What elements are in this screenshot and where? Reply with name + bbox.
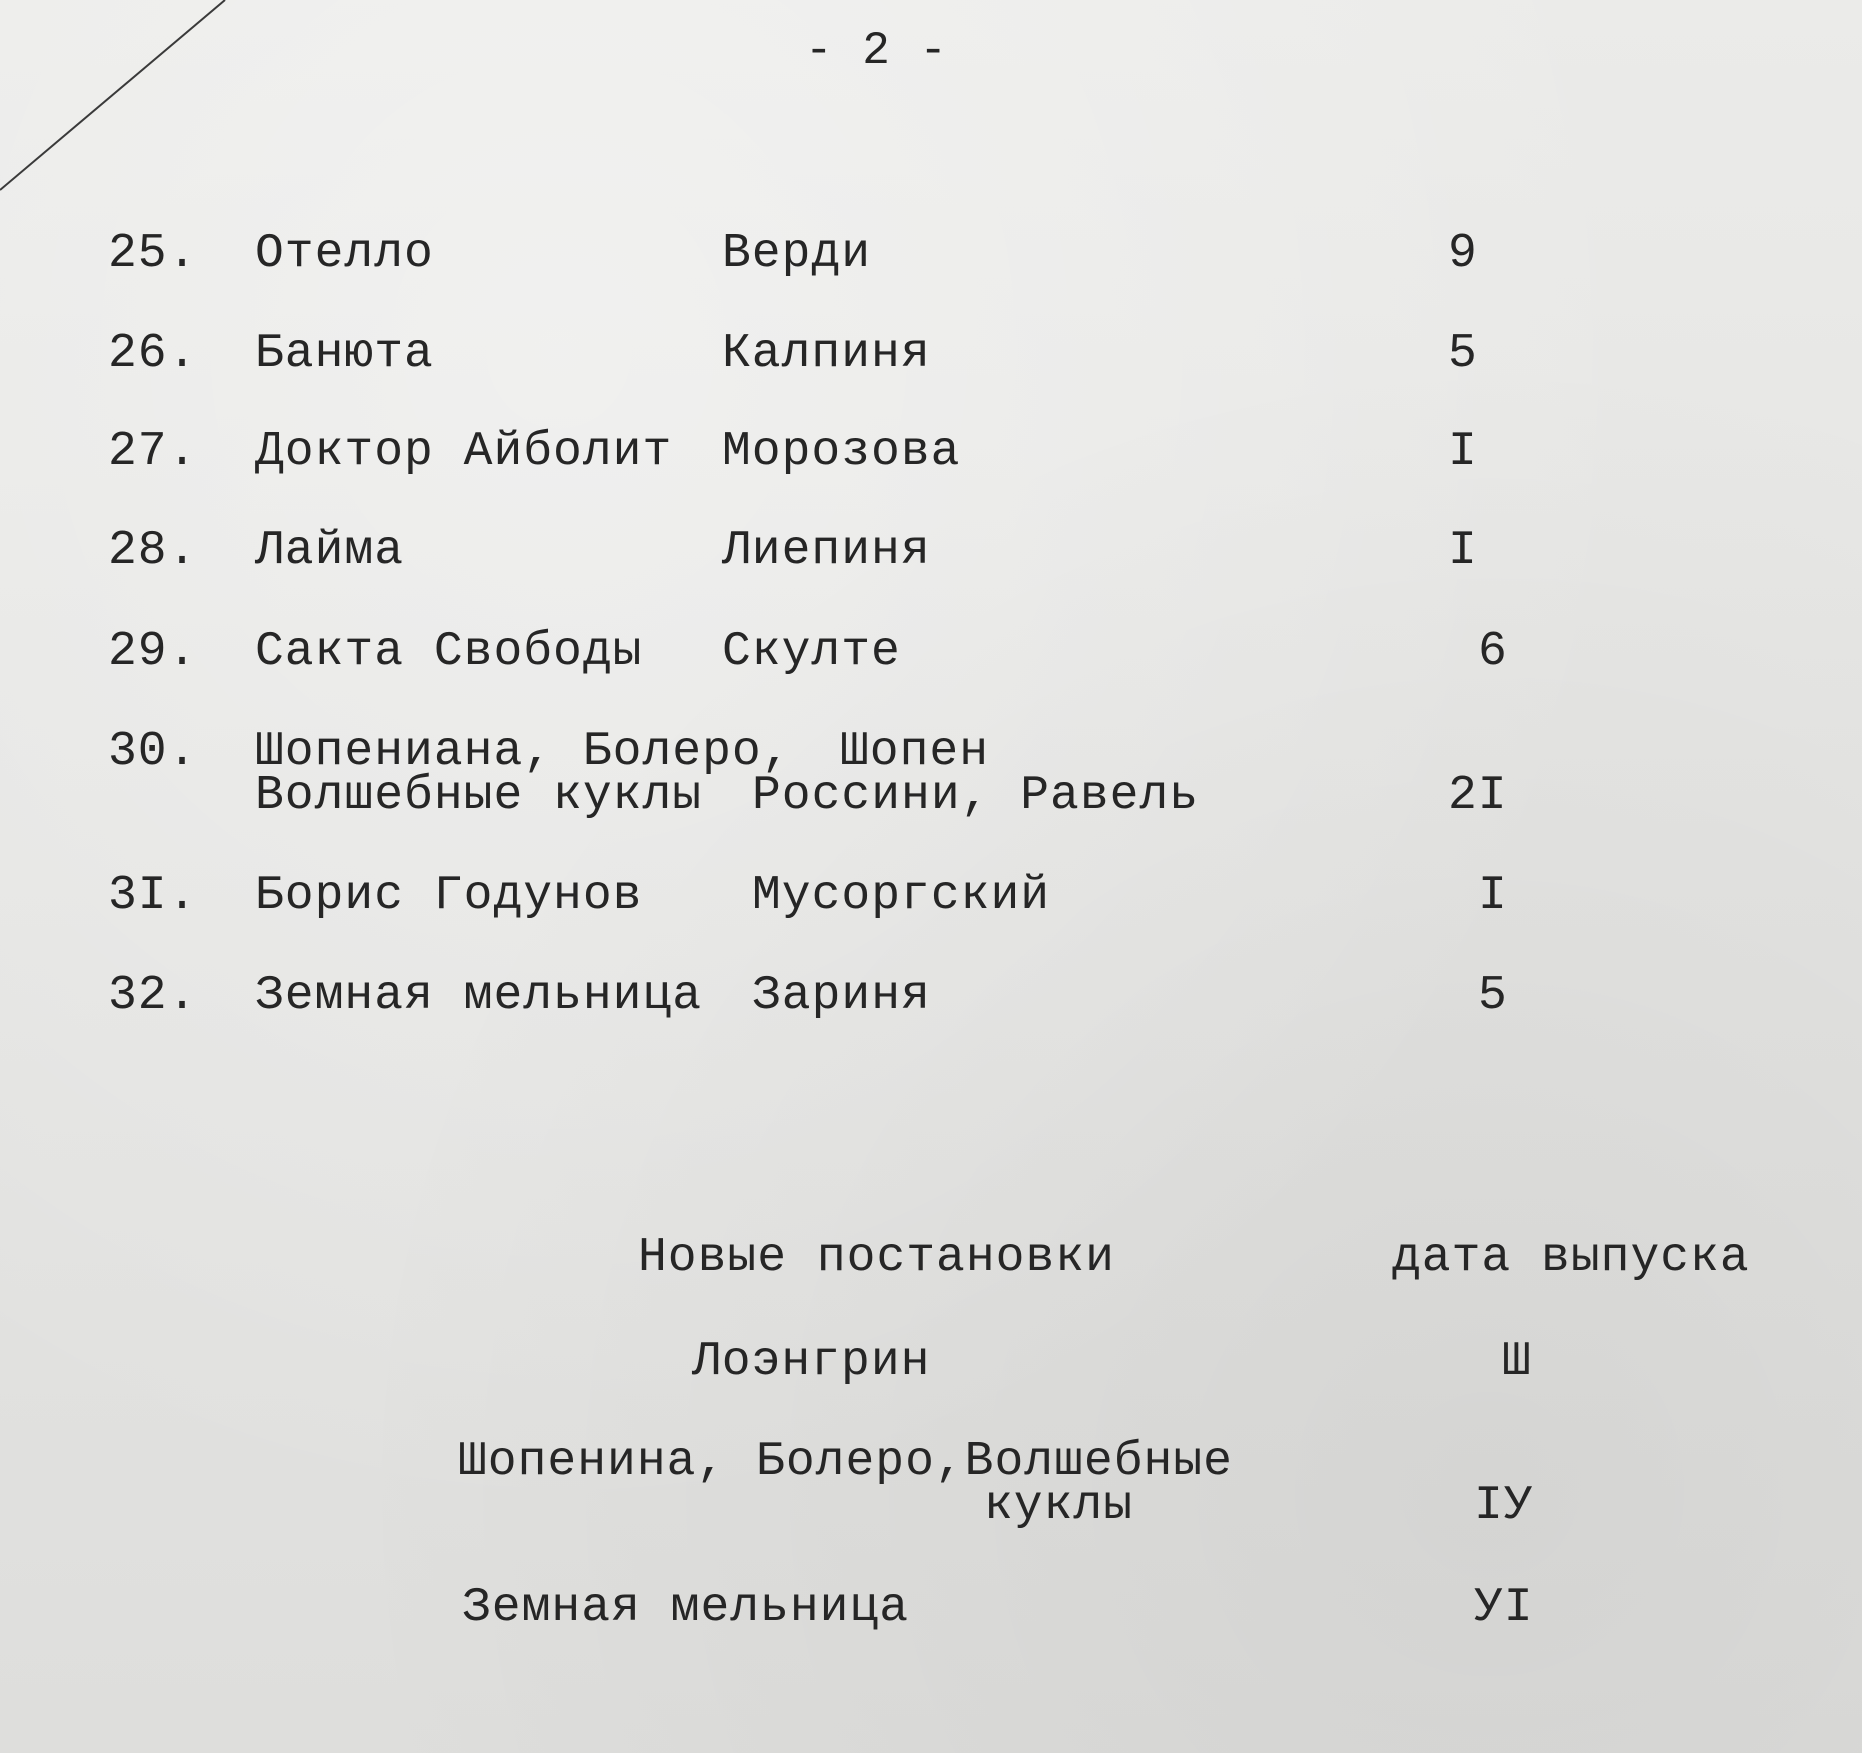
item-title: Сакта Свободы [255, 625, 643, 679]
item-count: 5 [1478, 969, 1508, 1023]
production-date: IУ [1474, 1479, 1534, 1533]
item-number: 3I. [108, 869, 198, 923]
item-count: I [1448, 524, 1478, 578]
item-author: Зариня [752, 969, 931, 1023]
item-count: 6 [1478, 625, 1508, 679]
item-title: Борис Годунов [255, 869, 643, 923]
list-item-31 [0, 869, 1862, 932]
item-author: Верди [722, 227, 872, 281]
list-item-30 [0, 725, 1862, 838]
item-number: 28. [108, 524, 198, 578]
item-title: Лайма [255, 524, 405, 578]
item-title: Шопениана, Болеро, [255, 725, 792, 779]
item-title: Банюта [255, 327, 434, 381]
item-number: 30. [108, 725, 198, 779]
item-count: I [1478, 869, 1508, 923]
item-title: Доктор Айболит [255, 425, 673, 479]
item-title: Отелло [255, 227, 434, 281]
item-author: Лиепиня [722, 524, 931, 578]
item-title-continued: Волшебные куклы [255, 769, 703, 823]
item-author: Шопен [840, 725, 990, 779]
production-title: Земная мельница [462, 1581, 910, 1635]
list-item-28 [0, 524, 1862, 587]
new-productions-heading: Новые постановки [638, 1231, 1115, 1285]
list-item-32 [0, 969, 1862, 1032]
item-author: Мусоргский [752, 869, 1051, 923]
production-title: Шопенина, Болеро,Волшебные [458, 1435, 1233, 1489]
item-number: 26. [108, 327, 198, 381]
production-date: УI [1474, 1581, 1534, 1635]
item-author: Калпиня [722, 327, 931, 381]
item-count: 5 [1448, 327, 1478, 381]
page-fold-line [0, 0, 240, 210]
new-production-item [0, 1335, 1862, 1398]
item-count: I [1448, 425, 1478, 479]
new-production-item [0, 1581, 1862, 1644]
new-production-item [0, 1435, 1862, 1548]
list-item-25 [0, 227, 1862, 290]
list-item-26 [0, 327, 1862, 390]
production-title: Лоэнгрин [692, 1335, 931, 1389]
item-number: 32. [108, 969, 198, 1023]
item-author: Скулте [722, 625, 901, 679]
item-count: 2I [1448, 769, 1508, 823]
production-title-continued: куклы [984, 1479, 1134, 1533]
page-number: - 2 - [805, 25, 949, 77]
item-title: Земная мельница [255, 969, 703, 1023]
new-productions-header [0, 1231, 1862, 1294]
list-item-27 [0, 425, 1862, 488]
item-author: Морозова [722, 425, 961, 479]
item-count: 9 [1448, 227, 1478, 281]
item-number: 29. [108, 625, 198, 679]
production-date: Ш [1502, 1335, 1532, 1389]
list-item-29 [0, 625, 1862, 688]
item-author-continued: Россини, Равель [752, 769, 1200, 823]
item-number: 27. [108, 425, 198, 479]
release-date-heading: дата выпуска [1392, 1231, 1750, 1285]
item-number: 25. [108, 227, 198, 281]
